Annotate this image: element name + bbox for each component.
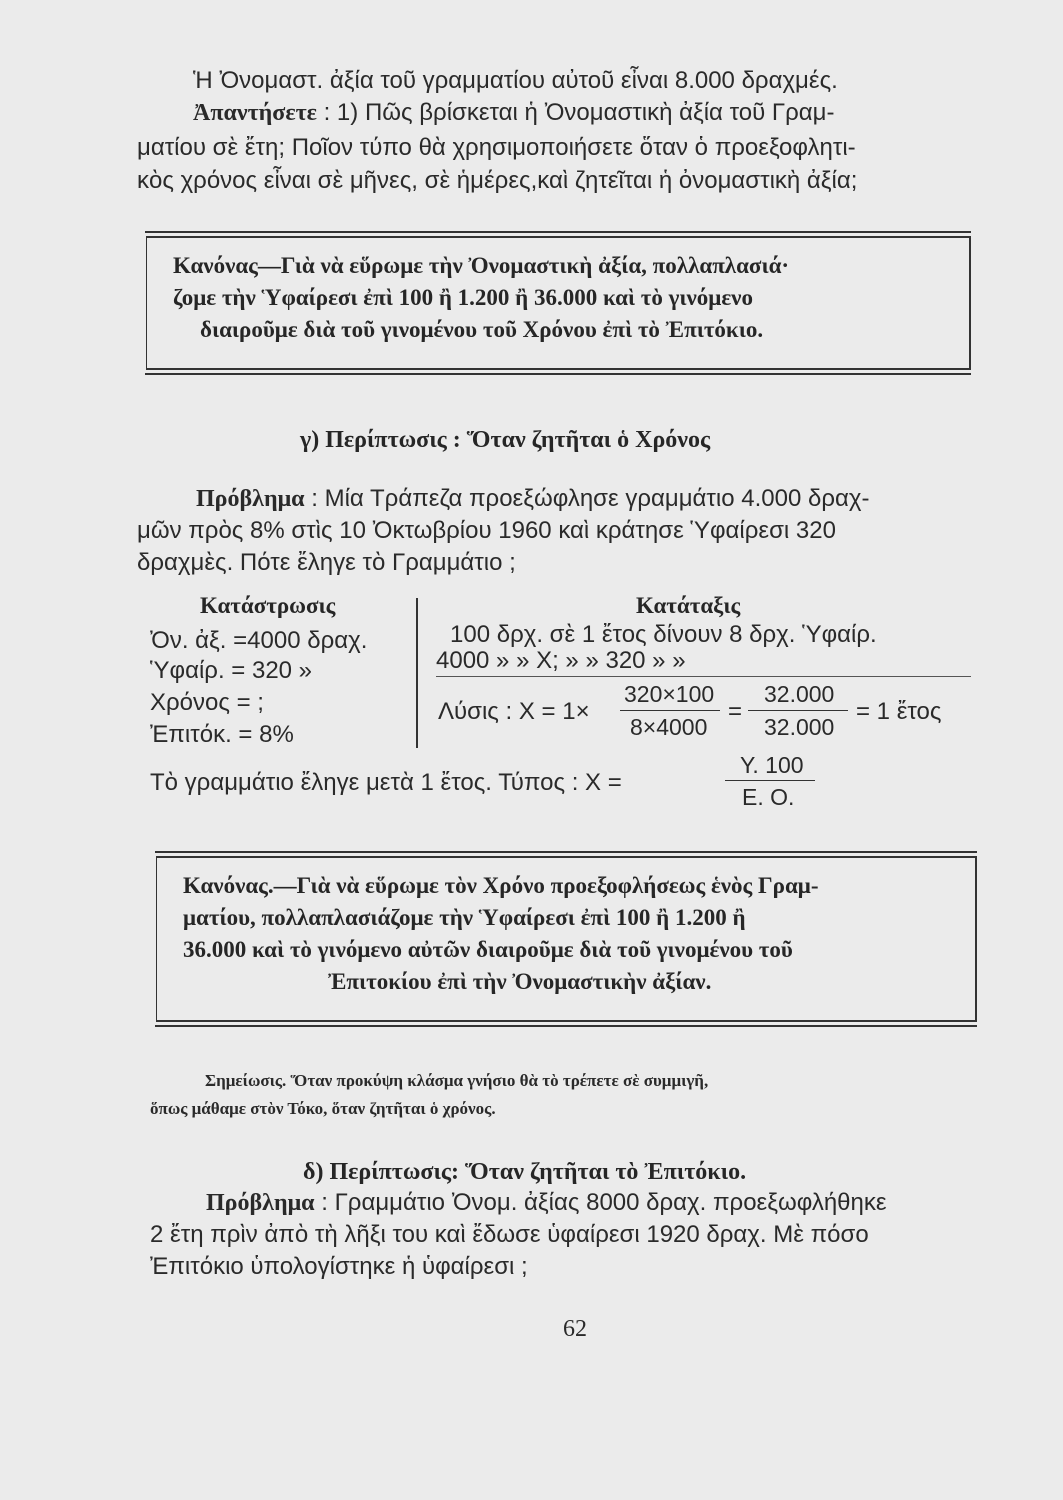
arrangement-row-2: 4000 » » Χ; » » 320 » »	[436, 647, 686, 674]
rule-1-line-3: διαιροῦμε διὰ τοῦ γινομένου τοῦ Χρόνου ἐπὶ τὸ Ἐπιτόκιο.	[200, 317, 764, 342]
rule-box-1-bottom-border	[145, 373, 971, 375]
problem-d-line-2: 2 ἔτη πρὶν ἀπὸ τὴ λῆξι του καὶ ἔδωσε ὑφαίρεσι 1920 δραχ. Μὲ πόσο	[150, 1221, 869, 1248]
fraction-1-bar	[620, 710, 720, 711]
problem-c-line-2: μῶν πρὸς 8% στὶς 10 Ὀκτωβρίου 1960 καὶ κράτησε Ὑφαίρεσι 320	[137, 517, 836, 544]
problem-c-line-1	[196, 484, 869, 514]
rule-2-line-1: Κανόνας.—Γιὰ νὰ εὕρωμε τὸν Χρόνο προεξοφλήσεως ἑνὸς Γραμ-	[183, 873, 819, 898]
fraction-2-numerator: 32.000	[764, 681, 835, 707]
arrangement-heading: Κατάταξις	[636, 593, 741, 618]
rule-box-2-top-border	[155, 851, 977, 853]
solution-label: Λύσις : Χ = 1×	[438, 698, 590, 725]
rule-2-line-4: Ἐπιτοκίου ἐπὶ τὴν Ὀνομαστικὴν ἀξίαν.	[328, 969, 712, 994]
setup-divider	[416, 598, 418, 748]
rule-box-2-bottom-border	[155, 1025, 977, 1027]
case-c-heading: γ) Περίπτωσις : Ὅταν ζητῆται ὁ Χρόνος	[300, 427, 711, 453]
rule-2-line-2: ματίου, πολλαπλασιάζομε τὴν Ὑφαίρεσι ἐπὶ 100 ἢ 1.200 ἢ	[183, 905, 746, 930]
intro-line-3: ματίου σὲ ἔτη; Ποῖον τύπο θὰ χρησιμοποιήσετε ὅταν ὁ προεξοφλητι-	[137, 134, 856, 161]
rule-box-1-top-border	[145, 231, 971, 233]
intro-line-2-rest: : 1) Πῶς βρίσκεται ἡ Ὀνομαστικὴ ἀξία τοῦ Γραμ-	[323, 99, 835, 126]
equals-sign: =	[728, 698, 743, 725]
formula-denominator: Ε. Ο.	[742, 784, 795, 810]
formula-bar	[725, 780, 815, 781]
intro-line-2	[193, 98, 834, 128]
page-number: 62	[563, 1316, 587, 1342]
setup-row-rate: Ἐπιτόκ. = 8%	[150, 721, 294, 748]
note-line-2: ὅπως μάθαμε στὸν Τόκο, ὅταν ζητῆται ὁ χρόνος.	[150, 1099, 496, 1118]
rule-2-line-3: 36.000 καὶ τὸ γινόμενο αὐτῶν διαιροῦμε διὰ τοῦ γινομένου τοῦ	[183, 937, 793, 962]
case-d-heading: δ) Περίπτωσις: Ὅταν ζητῆται τὸ Ἐπιτόκιο.	[303, 1159, 747, 1185]
solution-result: = 1 ἔτος	[856, 698, 942, 725]
rule-1-line-1: Κανόνας—Γιὰ νὰ εὕρωμε τὴν Ὀνομαστικὴ ἀξία, πολλαπλασιά·	[173, 253, 790, 278]
conclusion-text: Τὸ γραμμάτιο ἔληγε μετὰ 1 ἔτος. Τύπος : Χ =	[150, 769, 622, 796]
problem-c-label: Πρόβλημα	[196, 486, 305, 512]
arrangement-row-1: 100 δρχ. σὲ 1 ἔτος δίνουν 8 δρχ. Ὑφαίρ.	[450, 621, 877, 648]
problem-d-line-3: Ἐπιτόκιο ὑπολογίστηκε ἡ ὑφαίρεσι ;	[150, 1253, 528, 1280]
problem-c-line-1-rest: : Μία Τράπεζα προεξώφλησε γραμμάτιο 4.000 δραχ-	[311, 485, 870, 512]
setup-row-discount: Ὑφαίρ. = 320 »	[150, 657, 313, 684]
problem-d-label: Πρόβλημα	[206, 1190, 315, 1216]
answer-label: Ἀπαντήσετε	[193, 100, 317, 126]
fraction-1-numerator: 320×100	[624, 681, 715, 707]
arrangement-separator	[436, 676, 971, 677]
fraction-2-denominator: 32.000	[764, 714, 835, 740]
formula-numerator: Υ. 100	[740, 752, 804, 778]
setup-heading: Κατάστρωσις	[200, 593, 336, 618]
fraction-1-denominator: 8×4000	[630, 714, 708, 740]
rule-1-line-2: ζομε τὴν Ὑφαίρεσι ἐπὶ 100 ἢ 1.200 ἢ 36.000 καὶ τὸ γινόμενο	[173, 285, 753, 310]
intro-line-1: Ἡ Ὀνομαστ. ἀξία τοῦ γραμματίου αὐτοῦ εἶναι 8.000 δραχμές.	[193, 67, 838, 94]
problem-c-line-3: δραχμὲς. Πότε ἔληγε τὸ Γραμμάτιο ;	[137, 549, 516, 576]
setup-row-nominal: Ὀν. ἀξ. =4000 δραχ.	[150, 627, 368, 654]
setup-row-time: Χρόνος = ;	[150, 689, 264, 716]
problem-d-line-1-rest: : Γραμμάτιο Ὀνομ. ἀξίας 8000 δραχ. προεξωφλήθηκε	[321, 1189, 887, 1216]
problem-d-line-1	[206, 1188, 887, 1218]
fraction-2-bar	[748, 710, 848, 711]
intro-line-4: κὸς χρόνος εἶναι σὲ μῆνες, σὲ ἡμέρες,καὶ ζητεῖται ἡ ὀνομαστικὴ ἀξία;	[137, 167, 858, 194]
note-line-1: Σημείωσις. Ὅταν προκύψη κλάσμα γνήσιο θὰ τὸ τρέπετε σὲ συμμιγῆ,	[205, 1071, 709, 1090]
